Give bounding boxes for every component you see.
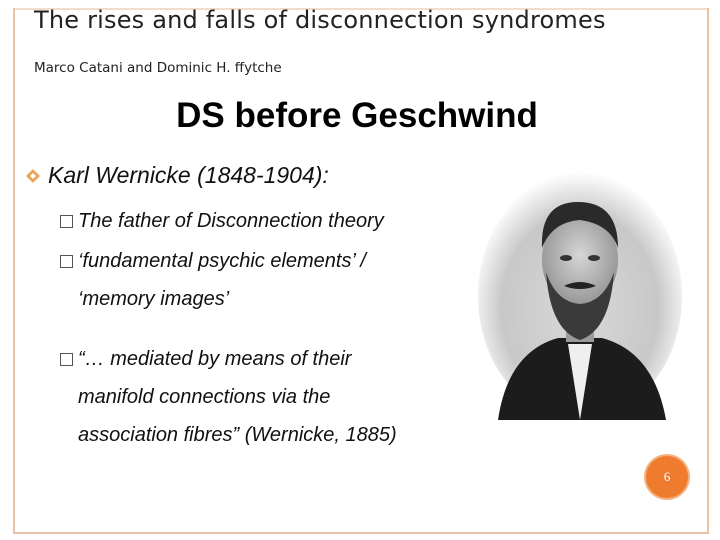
paper-authors: Marco Catani and Dominic H. ffytche [34,60,282,76]
square-bullet-icon [60,255,73,268]
sub-bullet-quote-line3: association fibres” (Wernicke, 1885) [78,424,397,446]
sub-bullet-father: The father of Disconnection theory [78,210,384,232]
sub-bullet-psychic-elements: ‘fundamental psychic elements’ / [78,250,366,272]
paper-title: The rises and falls of disconnection syndromes [34,6,606,34]
slide-number-badge: 6 [646,456,688,498]
bullet-karl-wernicke: Karl Wernicke (1848-1904): [48,162,329,188]
sub-bullet-memory-images: ‘memory images’ [78,288,230,310]
sub-bullet-quote-line2: manifold connections via the [78,386,331,408]
diamond-bullet-icon [26,169,40,183]
slide-title: DS before Geschwind [176,96,538,135]
square-bullet-icon [60,215,73,228]
square-bullet-icon [60,353,73,366]
sub-bullet-quote-line1: “… mediated by means of their [78,348,352,370]
portrait-photo [478,162,682,420]
